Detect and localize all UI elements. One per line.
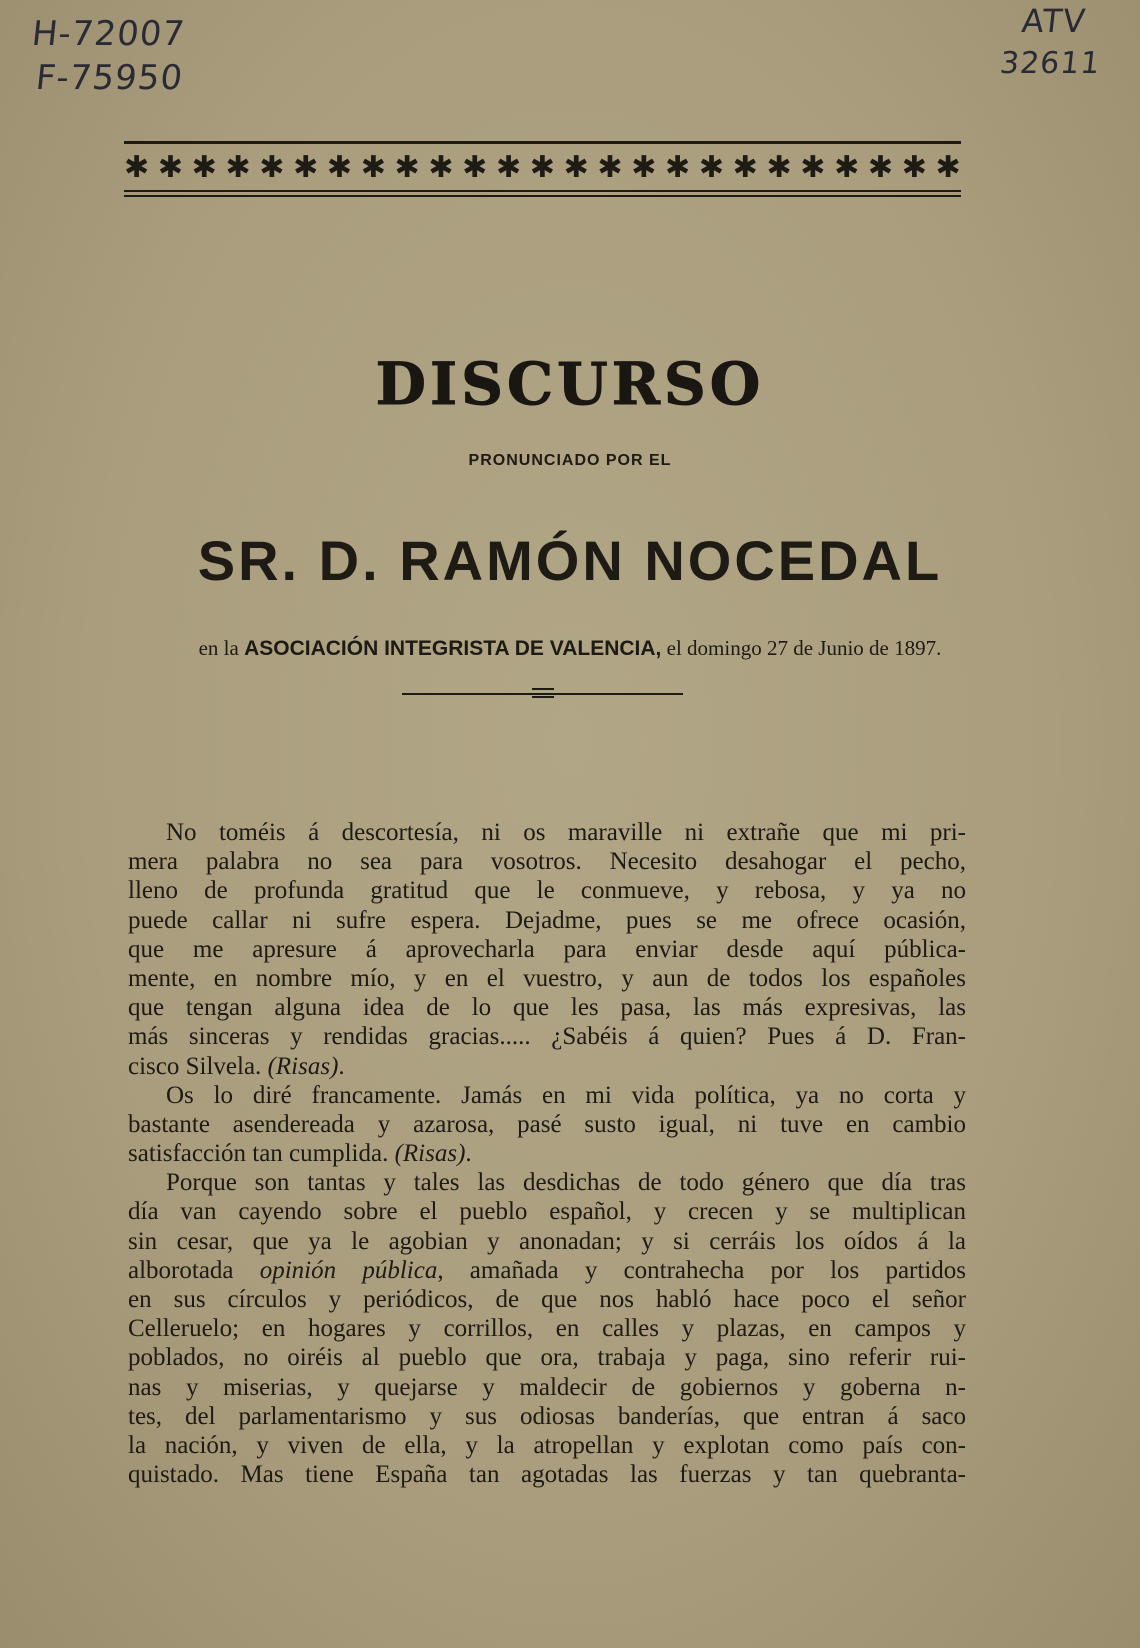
star-icon: ✱ — [698, 150, 724, 185]
text-line: Os lo diré francamente. Jamás en mi vida política, ya no corta y — [166, 1081, 966, 1109]
occasion-prefix: en la — [198, 636, 239, 660]
handwritten-shelfmark-1: H-72007 — [29, 14, 188, 54]
text-line: satisfacción tan cumplida. (Risas). — [128, 1140, 472, 1168]
bottom-rule-2 — [124, 195, 961, 197]
text-line: poblados, no oiréis al pueblo que ora, trabaja y paga, sino referir rui- — [128, 1344, 966, 1372]
text-line: que tengan alguna idea de lo que les pasa, las más expresivas, las — [128, 994, 966, 1022]
speaker-name: SR. D. RAMÓN NOCEDAL — [197, 529, 943, 592]
occasion-line — [0, 636, 1140, 661]
star-icon: ✱ — [597, 150, 623, 185]
text-line: No toméis á descortesía, ni os maraville ni extrañe que mi pri- — [166, 819, 966, 846]
star-icon: ✱ — [225, 150, 251, 185]
star-icon: ✱ — [495, 150, 522, 185]
star-icon: ✱ — [901, 150, 927, 185]
text-line: mente, en nombre mío, y en el vuestro, y aun de todos los españoles — [128, 964, 966, 992]
handwritten-code-2: 32611 — [998, 46, 1103, 81]
text-line: tes, del parlamentarismo y sus odiosas banderías, que entran á saco — [128, 1402, 966, 1430]
star-icon: ✱ — [834, 150, 860, 185]
star-icon: ✱ — [665, 150, 691, 185]
star-icon: ✱ — [800, 150, 826, 185]
text-line: mera palabra no sea para vosotros. Necesito desahogar el pecho, — [128, 848, 966, 876]
text-line: nas y miserias, y quejarse y maldecir de gobiernos y goberna n- — [128, 1373, 966, 1401]
star-icon: ✱ — [191, 150, 217, 185]
text-line: que me apresure á aprovecharla para enviar desde aquí pública- — [128, 935, 966, 963]
handwritten-shelfmark-2: F-75950 — [33, 58, 186, 98]
text-line: día van cayendo sobre el pueblo español, y crecen y se multiplican — [128, 1198, 966, 1226]
star-icon: ✱ — [935, 150, 961, 185]
star-icon: ✱ — [360, 150, 386, 185]
text-line: Celleruelo; en hogares y corrillos, en calles y plazas, en campos y — [128, 1315, 966, 1343]
star-icon: ✱ — [326, 150, 353, 185]
pronounced-by: PRONUNCIADO POR EL — [468, 452, 672, 469]
text-line: sin cesar, que ya le agobian y anonadan; y si cerráis los oídos á la — [128, 1227, 966, 1255]
text-line: quistado. Mas tiene España tan agotadas las fuerzas y tan quebranta- — [128, 1461, 966, 1489]
star-icon: ✱ — [867, 150, 894, 185]
divider-ornament — [532, 688, 554, 698]
text-line: más sinceras y rendidas gracias..... ¿Sabéis á quien? Pues á D. Fran- — [128, 1023, 966, 1051]
top-rule — [124, 141, 961, 144]
star-icon: ✱ — [293, 150, 319, 185]
star-icon: ✱ — [732, 150, 758, 185]
text-line: la nación, y viven de ella, y la atropellan y explotan como país con- — [128, 1431, 966, 1459]
star-icon: ✱ — [157, 150, 183, 185]
star-icon: ✱ — [394, 150, 420, 185]
text-line: Porque son tantas y tales las desdichas de todo género que día tras — [166, 1169, 966, 1197]
text-line: alborotada opinión pública, amañada y contrahecha por los partidos — [128, 1256, 967, 1284]
document-title: DISCURSO — [375, 350, 765, 418]
star-icon: ✱ — [529, 150, 555, 185]
text-line: cisco Silvela. (Risas). — [128, 1052, 345, 1080]
star-icon: ✱ — [462, 150, 488, 185]
occasion-venue: ASOCIACIÓN INTEGRISTA DE VALENCIA, — [244, 637, 662, 660]
star-icon: ✱ — [124, 150, 150, 185]
star-icon: ✱ — [428, 150, 454, 185]
star-icon: ✱ — [259, 150, 285, 185]
star-icon: ✱ — [631, 150, 657, 185]
star-icon: ✱ — [766, 150, 792, 185]
star-ornament-row — [124, 150, 961, 186]
speech-text — [128, 818, 966, 1489]
text-line: en sus círculos y periódicos, de que nos habló hace poco el señor — [128, 1286, 966, 1313]
handwritten-code-1: ATV — [1020, 2, 1088, 40]
occasion-date: el domingo 27 de Junio de 1897. — [666, 636, 942, 660]
text-line: lleno de profunda gratitud que le conmueve, y rebosa, y ya no — [128, 877, 966, 905]
text-line: bastante asendereada y azarosa, pasé susto igual, ni tuve en cambio — [128, 1110, 966, 1138]
text-line: puede callar ni sufre espera. Dejadme, pues se me ofrece ocasión, — [128, 906, 966, 934]
bottom-rule-1 — [124, 190, 961, 192]
star-icon: ✱ — [563, 150, 589, 185]
